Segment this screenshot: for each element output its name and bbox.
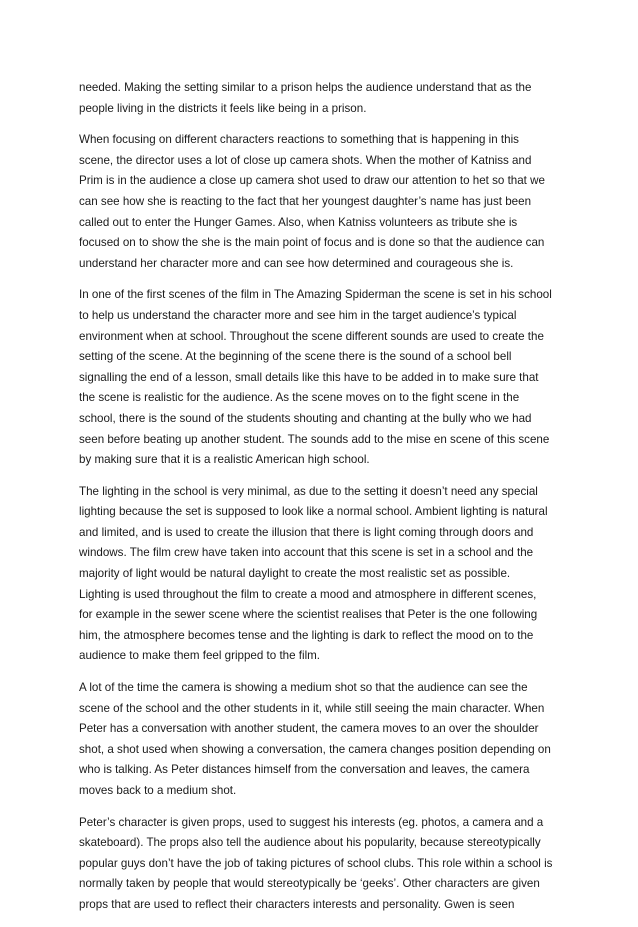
text-line: normally taken by people that would stereotypically be ‘geeks’. Other characters are given: [79, 877, 540, 891]
text-line: school, there is the sound of the students shouting and chanting at the bully who we had: [79, 411, 532, 425]
text-line: props that are used to reflect their characters interests and personality. Gwen is seen: [79, 897, 515, 911]
text-line: Peter has a conversation with another student, the camera moves to an over the shoulder: [79, 722, 539, 736]
text-line: by making sure that it is a realistic American high school.: [79, 453, 370, 467]
text-line: lighting because the set is supposed to look like a normal school. Ambient lighting is natural: [79, 505, 548, 519]
text-line: shot, a shot used when showing a conversation, the camera changes position depending on: [79, 742, 551, 756]
paragraph-camera-shots: [79, 678, 549, 802]
body-text: [79, 78, 553, 927]
text-line: understand her character more and can see how determined and courageous she is.: [79, 256, 514, 270]
text-line: signalling the end of a lesson, small details like this have to be added in to make sure that: [79, 370, 539, 384]
text-line: focused on to show the she is the main point of focus and is done so that the audience can: [79, 236, 545, 250]
text-line: When focusing on different characters reactions to something that is happening in this: [79, 133, 519, 147]
text-line: people living in the districts it feels like being in a prison.: [79, 101, 367, 115]
text-line: the scene is realistic for the audience. As the scene moves on to the fight scene in the: [79, 391, 520, 405]
text-line: audience to make them feel gripped to the film.: [79, 649, 321, 663]
text-line: him, the atmosphere becomes tense and the lighting is dark to reflect the mood on to the: [79, 628, 534, 642]
paragraph-close-up-shots: [79, 130, 549, 274]
text-line: for example in the sewer scene where the scientist realises that Peter is the one following: [79, 608, 538, 622]
paragraph-school-sounds: [79, 285, 552, 470]
text-line: seen before beating up another student. The sounds add to the mise en scene of this scene: [79, 432, 550, 446]
text-line: The lighting in the school is very minimal, as due to the setting it doesn’t need any special: [79, 484, 538, 498]
text-line: called out to enter the Hunger Games. Also, when Katniss volunteers as tribute she is: [79, 215, 518, 229]
text-line: scene, the director uses a lot of close up camera shots. When the mother of Katniss and: [79, 153, 532, 167]
paragraph-lighting: [79, 482, 549, 667]
text-line: needed. Making the setting similar to a prison helps the audience understand that as the: [79, 81, 532, 94]
text-line: and limited, and is used to create the illusion that there is light coming through doors and: [79, 525, 534, 539]
text-line: setting of the scene. At the beginning of the scene there is the sound of a school bell: [79, 350, 512, 364]
text-line: Lighting is used throughout the film to create a mood and atmosphere in different scenes,: [79, 587, 537, 601]
text-line: who is talking. As Peter distances himself from the conversation and leaves, the camera: [79, 763, 530, 777]
text-line: environment when at school. Throughout the scene different sounds are used to create the: [79, 329, 544, 343]
text-line: skateboard). The props also tell the audience about his popularity, because stereotypically: [79, 836, 541, 850]
text-line: to help us understand the character more and see him in the target audience’s typical: [79, 308, 517, 322]
text-line: Prim is in the audience a close up camera shot used to draw our attention to het so that we: [79, 174, 545, 188]
text-line: A lot of the time the camera is showing a medium shot so that the audience can see the: [79, 681, 528, 695]
text-line: scene of the school and the other students in it, while still seeing the main character. When: [79, 701, 545, 715]
paragraph-prison-setting: [79, 78, 549, 119]
text-line: windows. The film crew have taken into account that this scene is set in a school and the: [79, 546, 534, 560]
text-line: moves back to a medium shot.: [79, 784, 237, 797]
text-line: can see how she is reacting to the fact that her youngest daughter’s name has just been: [79, 194, 532, 208]
text-line: In one of the first scenes of the film in The Amazing Spiderman the scene is set in his school: [79, 288, 552, 302]
paragraph-props: [79, 813, 553, 916]
text-line: majority of light would be natural daylight to create the most realistic set as possible.: [79, 567, 511, 581]
text-line: popular guys don’t have the job of taking pictures of school clubs. This role within a school is: [79, 856, 553, 870]
text-line: Peter’s character is given props, used to suggest his interests (eg. photos, a camera and a: [79, 815, 544, 829]
